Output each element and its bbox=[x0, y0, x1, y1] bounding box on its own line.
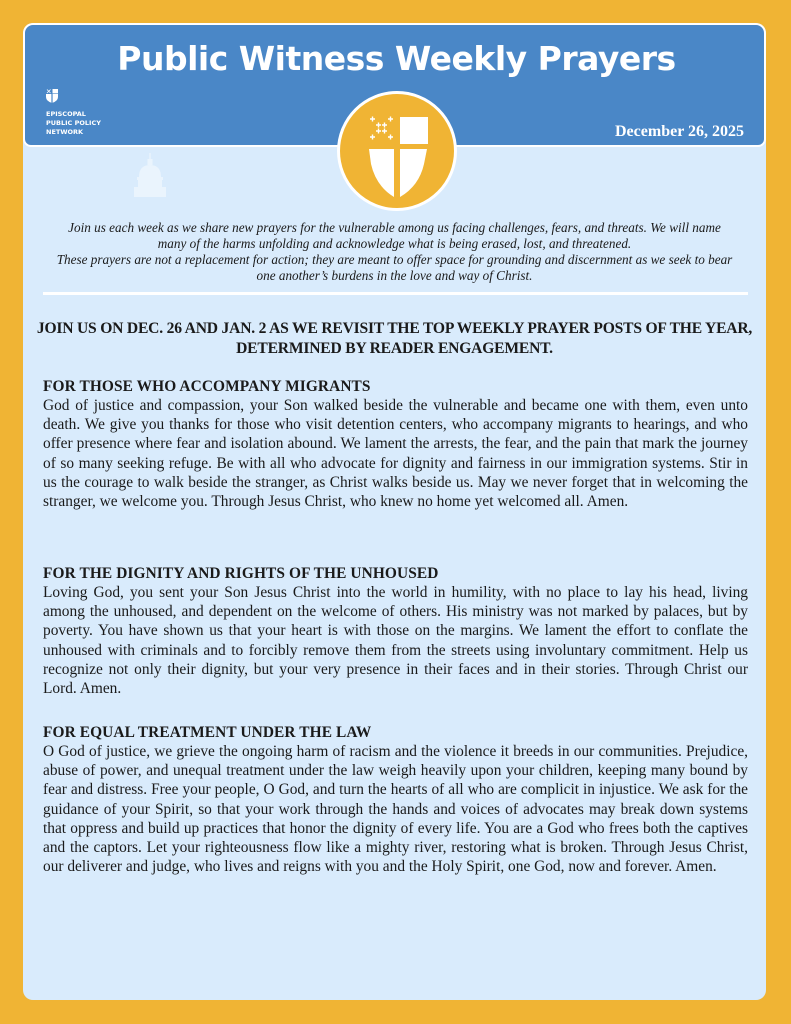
prayer-section bbox=[43, 564, 748, 698]
org-name-line: EPISCOPAL bbox=[46, 110, 86, 118]
prayer-body: Loving God, you sent your Son Jesus Christ into the world in humility, with no place to lay his head, living among the unhoused, and dependent on the welcome of others. His ministry was not marked by palaces, but by poverty. You have shown us that your heart is with those on the margins. We lament the effort to conflate the unhoused with criminals and to forcibly remove them from the streets using involuntary commitment. Help us recognize not only their dignity, but your very presence in their faces and in their stories. Through Christ our Lord. Amen. bbox=[43, 584, 748, 698]
prayer-heading: FOR THE DIGNITY AND RIGHTS OF THE UNHOUSED bbox=[43, 565, 439, 582]
intro-line: These prayers are not a replacement for action; they are meant to offer space for grounding and discernment as we seek to bear one another’s burdens in the love and way of Christ. bbox=[56, 252, 733, 283]
org-name-line: PUBLIC POLICY bbox=[46, 119, 101, 127]
prayer-section bbox=[43, 377, 748, 511]
intro-text bbox=[43, 220, 746, 284]
page-panel bbox=[23, 23, 766, 1000]
capitol-dome-icon bbox=[134, 153, 166, 197]
org-name bbox=[46, 110, 101, 137]
org-name-line: NETWORK bbox=[46, 128, 84, 136]
prayer-section bbox=[43, 723, 748, 876]
episcopal-seal bbox=[337, 91, 457, 211]
episcopal-shield-small-icon bbox=[46, 89, 58, 103]
announcement: JOIN US ON DEC. 26 AND JAN. 2 AS WE REVISIT THE TOP WEEKLY PRAYER POSTS OF THE YEAR, DETERMINED BY READER ENGAGEMENT. bbox=[36, 320, 753, 357]
prayer-body: God of justice and compassion, your Son walked beside the vulnerable and became one with them, even unto death. We give you thanks for those who visit detention centers, who accompany migrants to hearings, and who offer presence where fear and isolation abound. We lament the arrests, the fear, and the pain that mark the journey of so many seeking refuge. Be with all who advocate for dignity and fairness in our immigration systems. Stir in us the courage to walk beside the stranger, as Christ walks beside us. May we never forget that in welcoming the stranger, we welcome you. Through Jesus Christ, who knew no home yet welcomed all. Amen. bbox=[43, 397, 748, 511]
episcopal-shield-icon bbox=[340, 94, 454, 208]
intro-line: Join us each week as we share new prayers for the vulnerable among us facing challenges, fears, and threats. We will name many of the harms unfolding and acknowledge what is being erased, lost, and threatened. bbox=[68, 220, 721, 251]
prayer-heading: FOR EQUAL TREATMENT UNDER THE LAW bbox=[43, 724, 372, 741]
page-title: Public Witness Weekly Prayers bbox=[117, 39, 676, 78]
prayer-body: O God of justice, we grieve the ongoing harm of racism and the violence it breeds in our communities. Prejudice, abuse of power, and unequal treatment under the law weigh heavily upon your children, keeping many bound by fear and distress. Free your people, O God, and turn the hearts of all who are complicit in injustice. We ask for the guidance of your Spirit, so that your work through the hands and voices of advocates may break down systems that oppress and build up practices that honor the dignity of every life. You are a God who frees both the captives and the captors. Let your righteousness flow like a mighty river, restoring what is broken. Through Jesus Christ, our deliverer and judge, who lives and reigns with you and the Holy Spirit, one God, now and forever. Amen. bbox=[43, 743, 748, 876]
issue-date: December 26, 2025 bbox=[615, 123, 744, 140]
divider bbox=[43, 292, 748, 295]
prayer-heading: FOR THOSE WHO ACCOMPANY MIGRANTS bbox=[43, 378, 371, 395]
